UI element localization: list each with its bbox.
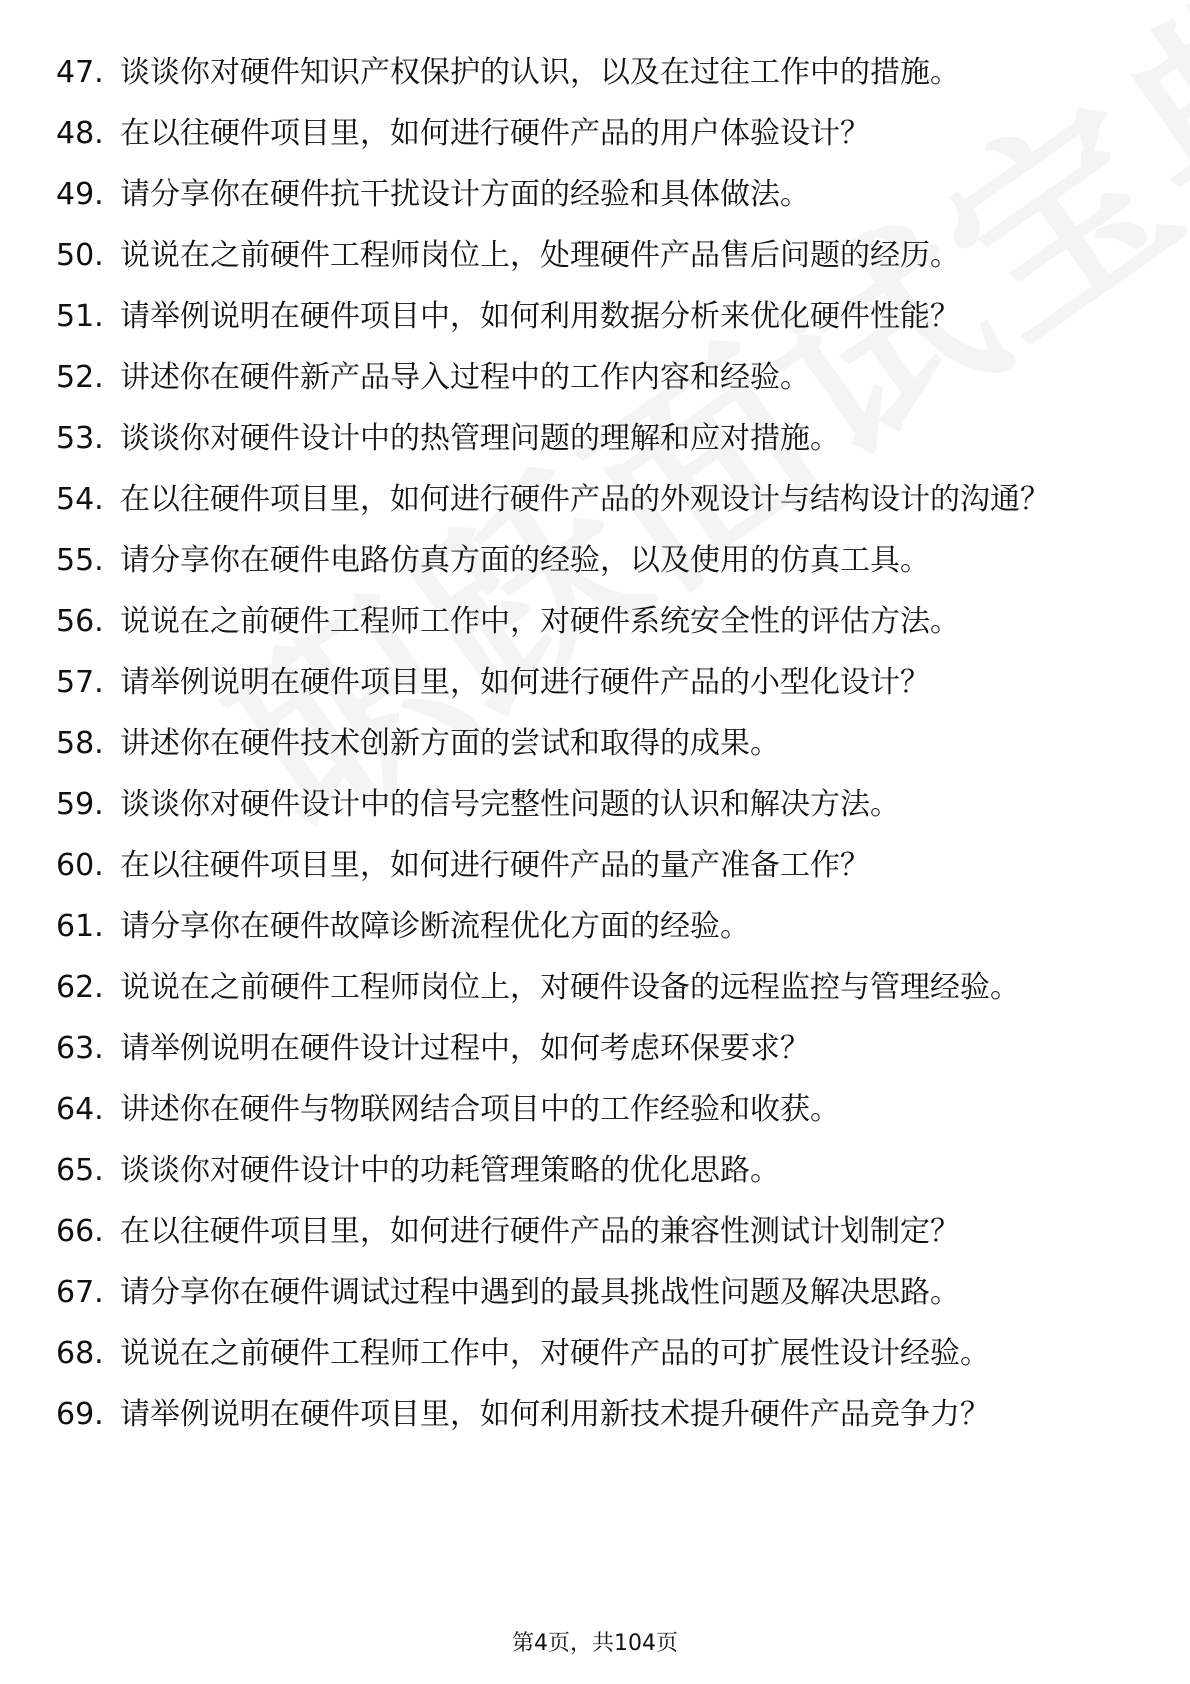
question-text: 讲述你在硬件技术创新方面的尝试和取得的成果。 [120,726,780,761]
question-text: 请分享你在硬件故障诊断流程优化方面的经验。 [120,909,750,944]
question-item [56,540,1136,581]
question-text: 请举例说明在硬件项目中，如何利用数据分析来优化硬件性能？ [120,299,960,334]
question-text: 讲述你在硬件新产品导入过程中的工作内容和经验。 [120,360,810,395]
question-item [56,418,1136,459]
question-text: 请分享你在硬件抗干扰设计方面的经验和具体做法。 [120,177,810,212]
question-text: 讲述你在硬件与物联网结合项目中的工作经验和收获。 [120,1092,840,1127]
question-number: 48. [56,116,104,151]
question-text: 请分享你在硬件电路仿真方面的经验，以及使用的仿真工具。 [120,543,930,578]
question-number: 55. [56,543,104,578]
question-item [56,845,1136,886]
question-item [56,662,1136,703]
question-number: 51. [56,299,104,334]
question-number: 69. [56,1397,104,1432]
question-text: 说说在之前硬件工程师岗位上，处理硬件产品售后问题的经历。 [120,238,960,273]
question-list [56,52,1136,1455]
question-item [56,174,1136,215]
question-item [56,1272,1136,1313]
question-text: 谈谈你对硬件设计中的功耗管理策略的优化思路。 [120,1153,780,1188]
question-text: 说说在之前硬件工程师岗位上，对硬件设备的远程监控与管理经验。 [120,970,1020,1005]
question-item [56,357,1136,398]
question-item [56,723,1136,764]
question-number: 50. [56,238,104,273]
question-item [56,479,1136,520]
question-text: 在以往硬件项目里，如何进行硬件产品的量产准备工作？ [120,848,870,883]
question-text: 请举例说明在硬件项目里，如何利用新技术提升硬件产品竞争力？ [120,1397,990,1432]
question-item [56,1394,1136,1435]
question-number: 60. [56,848,104,883]
question-number: 64. [56,1092,104,1127]
question-item [56,784,1136,825]
question-text: 说说在之前硬件工程师工作中，对硬件产品的可扩展性设计经验。 [120,1336,990,1371]
question-number: 63. [56,1031,104,1066]
question-item [56,296,1136,337]
question-item [56,1089,1136,1130]
question-number: 66. [56,1214,104,1249]
page-footer: 第4页，共104页 [512,1631,678,1656]
question-item [56,113,1136,154]
question-number: 56. [56,604,104,639]
question-text: 谈谈你对硬件设计中的热管理问题的理解和应对措施。 [120,421,840,456]
question-text: 在以往硬件项目里，如何进行硬件产品的外观设计与结构设计的沟通？ [120,482,1050,517]
question-item [56,967,1136,1008]
question-number: 57. [56,665,104,700]
question-number: 67. [56,1275,104,1310]
question-item [56,1211,1136,1252]
question-number: 68. [56,1336,104,1371]
question-item [56,235,1136,276]
question-number: 52. [56,360,104,395]
question-text: 请举例说明在硬件设计过程中，如何考虑环保要求？ [120,1031,810,1066]
question-item [56,1333,1136,1374]
question-text: 在以往硬件项目里，如何进行硬件产品的兼容性测试计划制定？ [120,1214,960,1249]
question-text: 在以往硬件项目里，如何进行硬件产品的用户体验设计？ [120,116,870,151]
question-number: 59. [56,787,104,822]
question-item [56,1150,1136,1191]
question-number: 61. [56,909,104,944]
question-item [56,601,1136,642]
question-number: 53. [56,421,104,456]
question-number: 47. [56,55,104,90]
question-text: 说说在之前硬件工程师工作中，对硬件系统安全性的评估方法。 [120,604,960,639]
question-item [56,906,1136,947]
question-text: 请举例说明在硬件项目里，如何进行硬件产品的小型化设计？ [120,665,930,700]
question-number: 58. [56,726,104,761]
question-item [56,52,1136,93]
question-number: 54. [56,482,104,517]
question-text: 请分享你在硬件调试过程中遇到的最具挑战性问题及解决思路。 [120,1275,960,1310]
question-text: 谈谈你对硬件设计中的信号完整性问题的认识和解决方法。 [120,787,900,822]
question-number: 65. [56,1153,104,1188]
question-item [56,1028,1136,1069]
question-text: 谈谈你对硬件知识产权保护的认识，以及在过往工作中的措施。 [120,55,960,90]
question-number: 62. [56,970,104,1005]
question-number: 49. [56,177,104,212]
